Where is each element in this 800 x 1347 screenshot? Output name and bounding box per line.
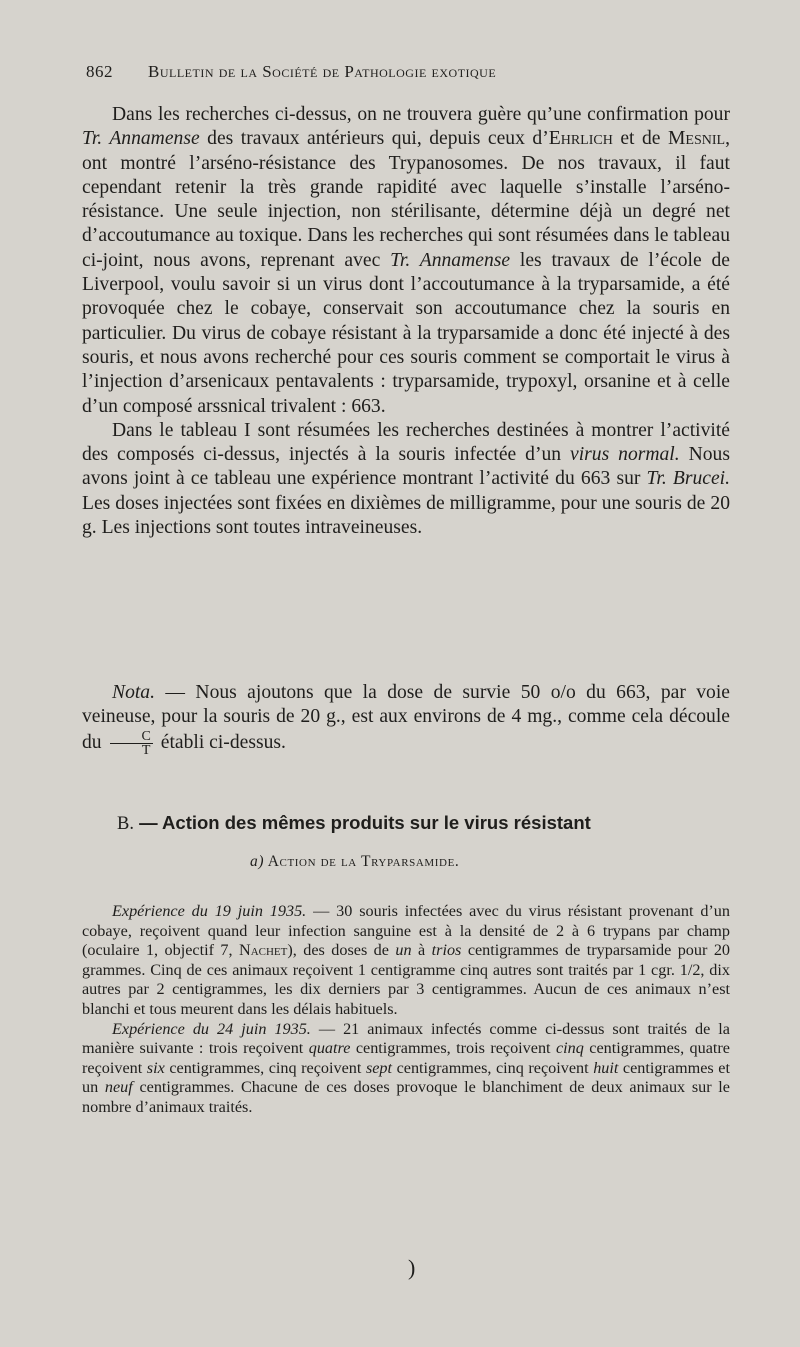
species-name: Tr. Annamense — [82, 128, 200, 150]
text-span: Nous avons joint à ce tableau une expérience montrant l’activité du 663 sur — [82, 444, 730, 490]
text-span: à — [411, 941, 432, 960]
experiment-1 — [82, 902, 730, 1020]
nota-block — [82, 681, 730, 757]
nota-label: Nota. — [112, 682, 156, 703]
text-span: des travaux antérieurs qui, depuis ceux d’ — [199, 128, 549, 150]
experiments-block — [82, 902, 730, 1118]
stray-parenthesis: ) — [408, 1255, 416, 1280]
section-heading-b — [117, 812, 737, 835]
experiment-2 — [82, 1020, 730, 1118]
text-span: — 30 souris infectées avec du virus résistant provenant d’un cobaye, reçoivent quand leur infection sanguine est à la densité de 2 à 6 trypans par champ (oculaire 1, objectif 7, — [82, 902, 730, 960]
text-span: ), des doses de — [287, 941, 396, 960]
emphasis: six — [146, 1058, 165, 1077]
fraction-denominator: T — [141, 742, 151, 758]
emphasis: un — [395, 941, 412, 960]
text-span: centigrammes, quatre reçoivent — [82, 1039, 730, 1077]
text-span: — 21 animaux infectés comme ci-dessus sont traités de la manière suivante : trois reçoivent — [82, 1019, 730, 1058]
subsection-letter: a) — [250, 853, 265, 870]
text-span: centigrammes. Chacune de ces doses provoque le blanchiment de deux animaux sur le nombre d’animaux traités. — [82, 1078, 730, 1116]
species-name: Tr. Brucei. — [646, 468, 730, 490]
experiment-date: Expérience du 24 juin 1935. — [112, 1019, 311, 1038]
paragraph-1 — [82, 103, 730, 419]
text-span: établi ci-dessus. — [155, 731, 286, 753]
emphasis: virus normal. — [570, 444, 680, 466]
species-name: Tr. Annamense — [390, 249, 511, 271]
subsection-heading — [250, 853, 650, 871]
text-span: les travaux de l’école de Liverpool, voulu savoir si un virus dont l’accoutumance à la tryparsamide, a été provoquée chez le cobaye, conservait son accoutumance chez la souris en particulier. Du virus de cobaye résistant à la tryparsamide a donc été injecté à des souris, et nous avons recherché pour ces souris comment se comportait le virus à l’injection d’arsenicaux pentavalents : tryparsamide, trypoxyl, orsanine et à celle d’un composé arssnical trivalent : 663. — [82, 249, 731, 417]
emphasis: trios — [431, 941, 462, 960]
fraction-numerator: C — [110, 730, 153, 744]
paragraph-2 — [82, 419, 730, 540]
text-span: Dans les recherches ci-dessus, on ne trouvera guère qu’une confirmation pour — [112, 104, 730, 125]
text-span: et de — [612, 128, 668, 150]
text-span: Dans le tableau I sont résumées les recherches destinées à montrer l’activité des composés ci-dessus, injectés à la souris infectée d’un — [82, 419, 730, 466]
emphasis: huit — [593, 1058, 619, 1077]
text-span: centigrammes, trois reçoivent — [350, 1039, 556, 1058]
author-name: Ehrlich — [548, 128, 613, 150]
emphasis: cinq — [555, 1039, 584, 1058]
main-text-block — [82, 103, 730, 540]
running-header — [86, 62, 726, 82]
page-number: 862 — [86, 62, 113, 81]
running-title: Bulletin de la Société de Pathologie exotique — [148, 62, 497, 81]
text-span: centigrammes, cinq reçoivent — [392, 1058, 594, 1077]
experiment-date: Expérience du 19 juin 1935. — [112, 902, 307, 920]
nota-paragraph — [82, 681, 730, 757]
text-span: centigrammes, cinq reçoivent — [164, 1058, 366, 1077]
subsection-title: Action de la Tryparsamide. — [264, 853, 460, 870]
text-span: centigrammes de tryparsamide pour 20 grammes. Cinq de ces animaux reçoivent 1 centigramme cinq autres sont traités par 1 cgr. 1/2, dix autres par 2 centigrammes, les dix derniers par 3 centigrammes. Aucun de ces animaux n’est blanchi et tous meurent dans les délais habituels. — [82, 941, 731, 1018]
text-span: centigrammes et un — [82, 1058, 730, 1097]
text-span: , ont montré l’arséno-résistance des Trypanosomes. De nos travaux, il faut cependant retenir la très grande rapidité avec laquelle s’installe l’arséno-résistance. Une seule injection, non stérilisante, détermine déjà un degré net d’accoutumance au toxique. Dans les recherches qui sont résumées dans le tableau ci-joint, nous avons, reprenant avec — [82, 128, 730, 271]
emphasis: neuf — [104, 1078, 133, 1097]
text-span: Les doses injectées sont fixées en dixièmes de milligramme, pour une souris de 20 g. Les injections sont toutes intraveineuses. — [82, 492, 730, 539]
author-name: Mesnil — [668, 128, 726, 150]
section-title: — Action des mêmes produits sur le virus résistant — [133, 812, 591, 833]
author-name: Nachet — [239, 941, 288, 960]
section-letter: B. — [117, 814, 134, 834]
text-span: — Nous ajoutons que la dose de survie 50 o/o du 663, par voie veineuse, pour la souris de 20 g., est aux environs de 4 mg., comme cela découle du — [82, 682, 730, 753]
fraction-c-over-t — [110, 730, 153, 757]
emphasis: quatre — [308, 1039, 351, 1058]
emphasis: sept — [365, 1058, 393, 1077]
